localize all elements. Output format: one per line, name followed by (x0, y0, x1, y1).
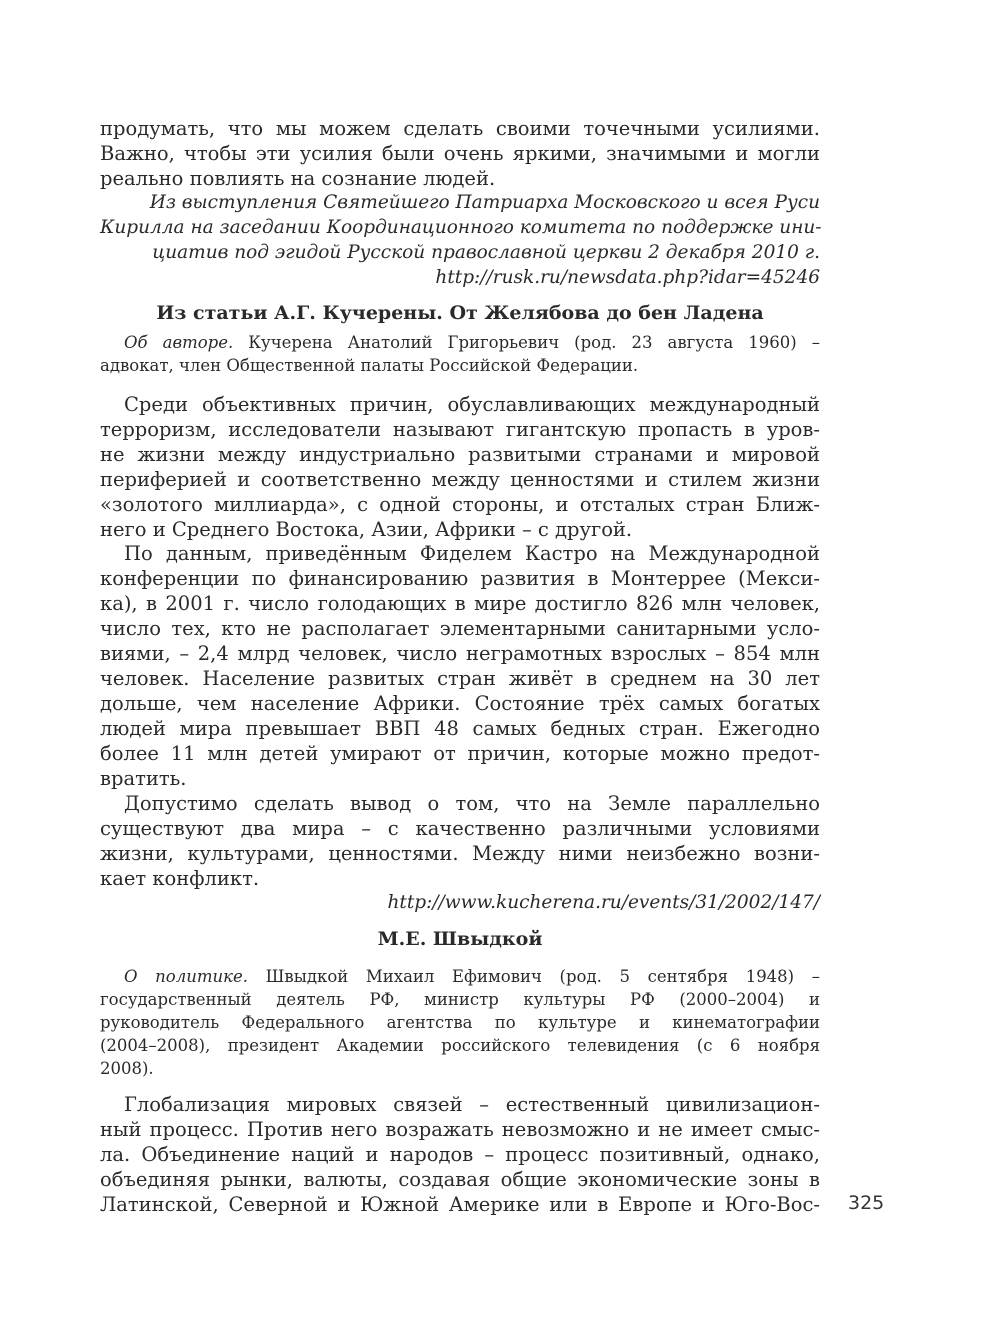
text-line (100, 331, 820, 354)
text-line: http://rusk.ru/newsdata.php?idar=45246 (435, 267, 820, 288)
source-link (100, 890, 820, 915)
text-line: дольше, чем население Африки. Состояние трёх самых богатых (100, 692, 820, 715)
text-line: Важно, чтобы эти усилия были очень яркими, значимыми и могли (100, 142, 820, 165)
about-label: О политике. (124, 967, 248, 986)
text-line: Из выступления Святейшего Патриарха Московского и всея Руси (149, 192, 820, 213)
section-heading-shvydkoy: М.Е. Швыдкой (377, 928, 543, 950)
text-line: человек. Население развитых стран живёт в среднем на 30 лет (100, 667, 820, 690)
citation (100, 190, 820, 290)
text-line: ный процесс. Против него возражать невозможно и не имеет смыс- (100, 1118, 820, 1141)
text-line: людей мира превышает ВВП 48 самых бедных стран. Ежегодно (100, 717, 820, 740)
text-line: виями, – 2,4 млрд человек, число неграмотных взрослых – 854 млн (100, 642, 820, 665)
about-text: Кучерена Анатолий Григорьевич (род. 23 августа 1960) – (233, 333, 821, 352)
text-line: государственный деятель РФ, министр культуры РФ (2000–2004) и (100, 990, 820, 1009)
text-line: циатив под эгидой Русской православной церкви 2 декабря 2010 г. (152, 242, 820, 263)
text-line: По данным, приведённым Фиделем Кастро на Международной (124, 542, 820, 565)
text-line: объединяя рынки, валюты, создавая общие экономические зоны в (100, 1168, 820, 1191)
paragraph (100, 392, 820, 542)
text-line: терроризм, исследователи называют гигантскую пропасть в уров- (100, 418, 820, 441)
paragraph (100, 541, 820, 791)
section-heading-kucherena: Из статьи А.Г. Кучерены. От Желябова до бен Ладена (156, 302, 764, 324)
text-line: Латинской, Северной и Южной Америке или в Европе и Юго-Вос- (100, 1193, 820, 1216)
text-line: конференции по финансированию развития в Монтеррее (Мекси- (100, 567, 820, 590)
text-line (100, 965, 820, 988)
text-line: реально повлиять на сознание людей. (100, 167, 496, 190)
page-number: 325 (848, 1192, 885, 1214)
text-line: 2008). (100, 1059, 154, 1078)
text-line: руководитель Федерального агентства по культуре и кинематографии (100, 1013, 820, 1032)
text-line: Среди объективных причин, обуславливающих международный (124, 393, 820, 416)
paragraph (100, 1092, 820, 1217)
about-text: Швыдкой Михаил Ефимович (род. 5 сентября 1948) – (247, 967, 820, 986)
text-line: ка), в 2001 г. число голодающих в мире достигло 826 млн человек, (100, 592, 820, 615)
text-line: (2004–2008), президент Академии российского телевидения (с 6 ноября (100, 1036, 820, 1055)
text-line: продумать, что мы можем сделать своими точечными усилиями. (100, 117, 820, 140)
text-line: него и Среднего Востока, Азии, Африки – с другой. (100, 518, 633, 541)
intro-paragraph (100, 116, 820, 191)
text-line: адвокат, член Общественной палаты Российской Федерации. (100, 356, 639, 375)
text-line: Допустимо сделать вывод о том, что на Земле параллельно (124, 792, 820, 815)
text-line: ла. Объединение наций и народов – процесс позитивный, однако, (100, 1143, 820, 1166)
about-author-shvydkoy (100, 965, 820, 1080)
text-line: не жизни между индустриально развитыми странами и мировой (100, 443, 820, 466)
text-line: периферией и соответственно между ценностями и стилем жизни (100, 468, 820, 491)
text-line: жизни, культурами, ценностями. Между ними неизбежно возни- (100, 842, 820, 865)
text-line: Кирилла на заседании Координационного комитета по поддержке ини- (100, 217, 822, 238)
text-line: «золотого миллиарда», с одной стороны, и отсталых стран Ближ- (100, 493, 820, 516)
text-line: Глобализация мировых связей – естественный цивилизацион- (124, 1093, 820, 1116)
text-line: более 11 млн детей умирают от причин, которые можно предот- (100, 742, 820, 765)
text-line: число тех, кто не располагает элементарными санитарными усло- (100, 617, 820, 640)
text-line: кает конфликт. (100, 867, 260, 890)
about-author-kucherena (100, 331, 820, 377)
source-url: http://www.kucherena.ru/events/31/2002/147/ (387, 892, 820, 913)
text-line: существуют два мира – с качественно различными условиями (100, 817, 820, 840)
paragraph (100, 791, 820, 891)
text-line: вратить. (100, 767, 187, 790)
about-label: Об авторе. (124, 333, 234, 352)
